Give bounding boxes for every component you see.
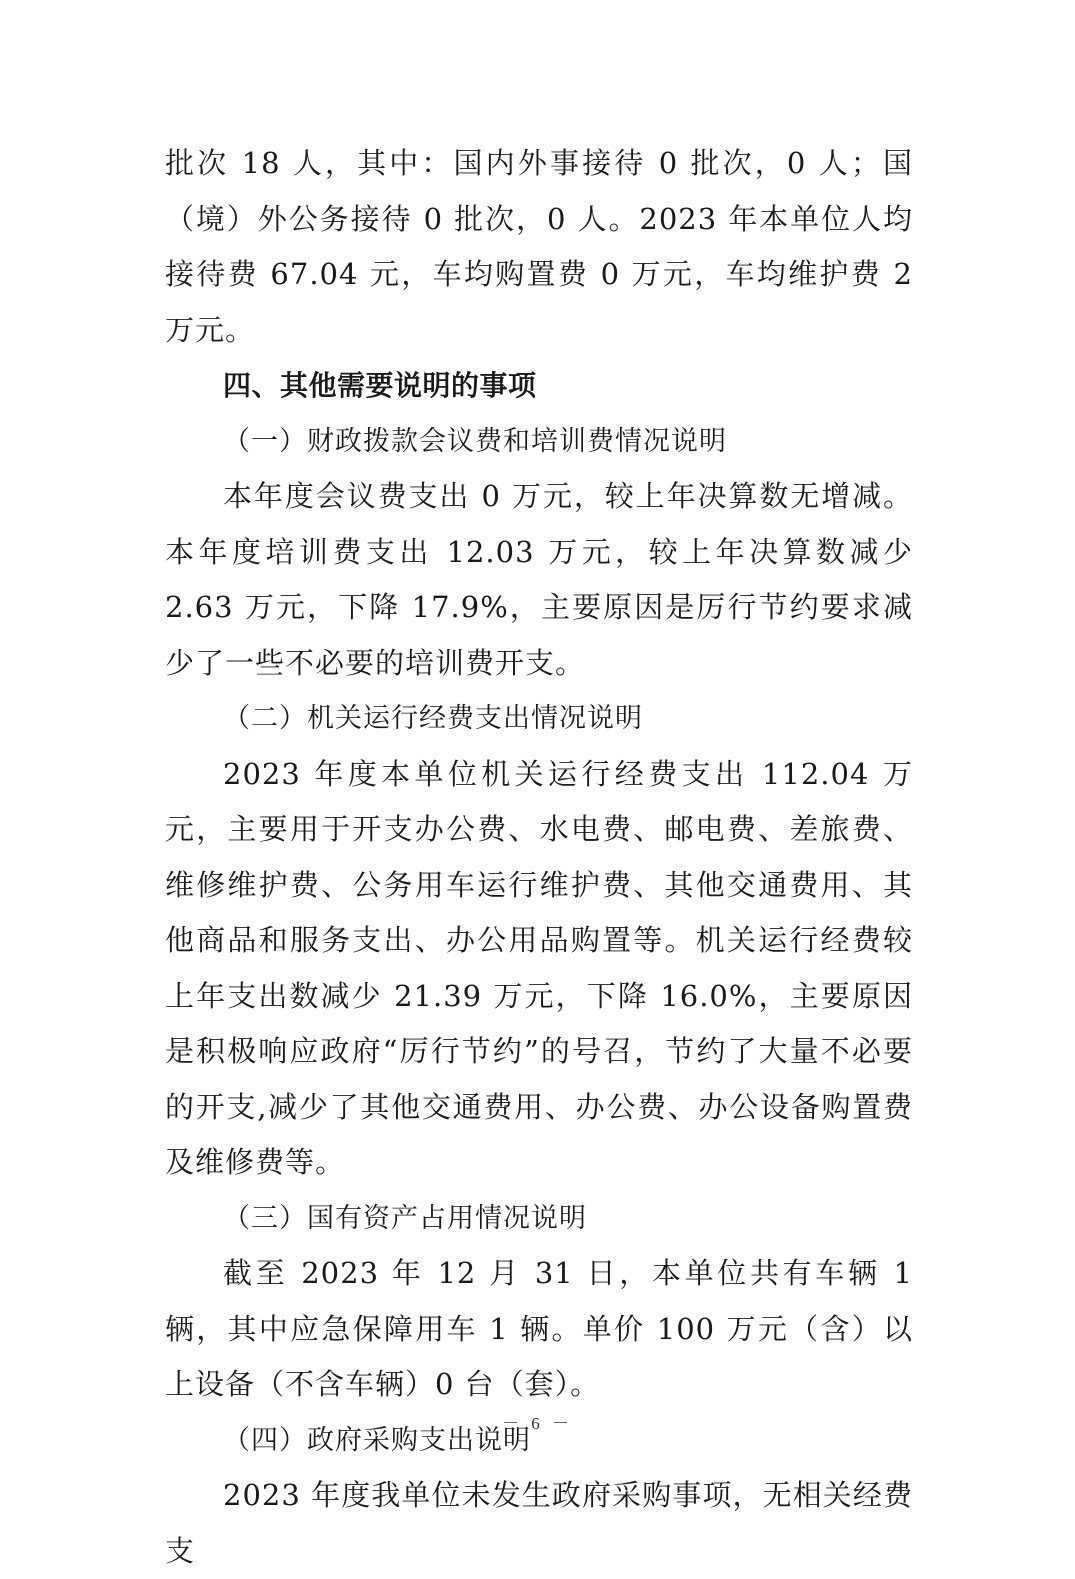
page-number: － 6 － [502, 1414, 573, 1433]
document-body [165, 136, 913, 1579]
subheading-state-assets: （三）国有资产占用情况说明 [223, 1202, 587, 1234]
paragraph-reception-stats: 批次 18 人，其中：国内外事接待 0 批次，0 人；国（境）外公务接待 0 批次，0 人。2023 年本单位人均接待费 67.04 元，车均购置费 0 万元，车均维护费 2 万元。 [165, 146, 913, 347]
paragraph-operating-expenses: 2023 年度本单位机关运行经费支出 112.04 万元，主要用于开支办公费、水电费、邮电费、差旅费、维修维护费、公务用车运行维护费、其他交通费用、其他商品和服务支出、办公用品购置等。机关运行经费较上年支出数减少 21.39 万元，下降 16.0%，主要原因是积极响应政府“厉行节约”的号召，节约了大量不必要的开支,减少了其他交通费用、办公费、办公设备购置费及维修费等。 [165, 756, 913, 1179]
paragraph-state-assets: 截至 2023 年 12 月 31 日，本单位共有车辆 1 辆，其中应急保障用车 1 辆。单价 100 万元（含）以上设备（不含车辆）0 台（套）。 [165, 1256, 913, 1401]
section-heading-other-matters: 四、其他需要说明的事项 [223, 369, 537, 402]
subheading-procurement: （四）政府采购支出说明 [223, 1424, 531, 1456]
subheading-meeting-training-fees: （一）财政拨款会议费和培训费情况说明 [223, 425, 727, 457]
subheading-operating-expenses: （二）机关运行经费支出情况说明 [223, 703, 643, 734]
paragraph-procurement: 2023 年度我单位未发生政府采购事项，无相关经费支 [165, 1478, 913, 1568]
paragraph-meeting-training-fees: 本年度会议费支出 0 万元，较上年决算数无增减。本年度培训费支出 12.03 万元，较上年决算数减少 2.63 万元，下降 17.9%，主要原因是厉行节约要求减少了一些不必要的培训费开支。 [165, 479, 913, 680]
